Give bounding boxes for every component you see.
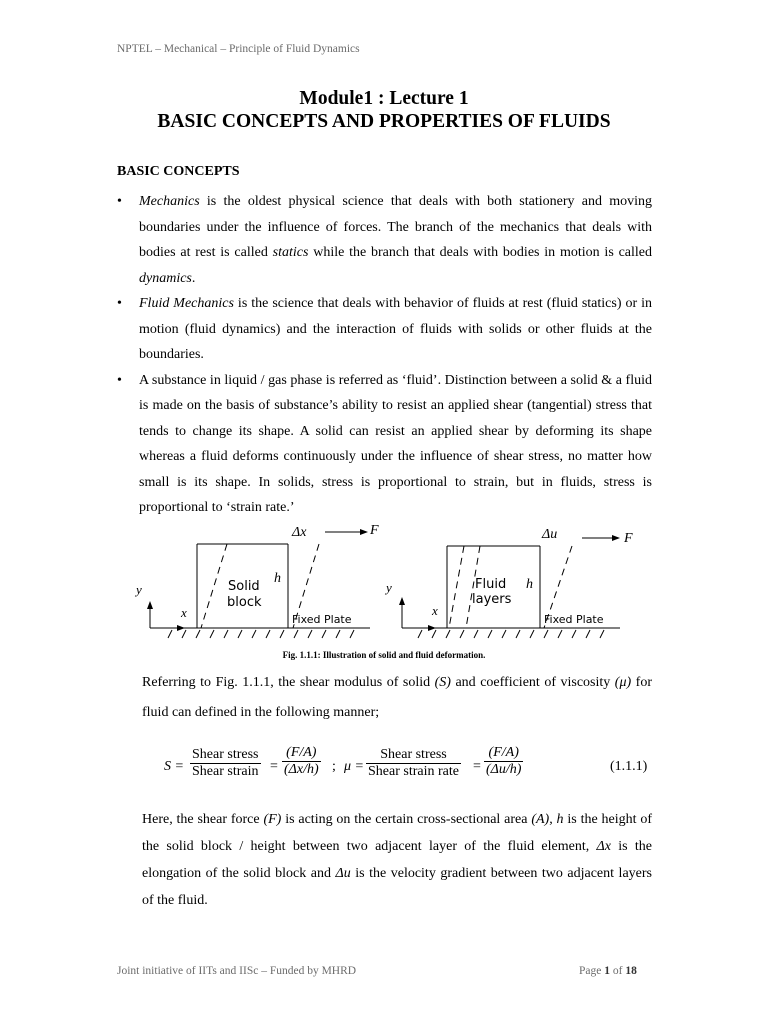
fixed-plate-label: Fixed Plate bbox=[544, 613, 604, 626]
paragraph: Referring to Fig. 1.1.1, the shear modulus of solid (S) and coefficient of viscosity (μ) for fluid can defined in the following manner; bbox=[142, 675, 652, 720]
term-mechanics: Mechanics bbox=[139, 194, 200, 209]
paragraph: Here, the shear force (F) is acting on the certain cross-sectional area (A), h is the height of the solid block / height between two adjacent layer of the fluid element, Δx is the elongation of the solid block and Δu is the velocity gradient between two adjacent layers of the fluid. bbox=[142, 812, 653, 908]
arrow-right-icon bbox=[428, 625, 436, 631]
deformation-figure bbox=[130, 520, 640, 644]
eq-fraction: Shear stress Shear strain rate bbox=[368, 747, 459, 779]
symbol-mu: (μ) bbox=[614, 675, 632, 690]
fixed-plate-label: Fixed Plate bbox=[292, 613, 352, 626]
page-number: Page 1 of 18 bbox=[579, 965, 637, 977]
y-axis-label: y bbox=[136, 582, 142, 597]
page-header: NPTEL – Mechanical – Principle of Fluid Dynamics bbox=[117, 43, 360, 55]
x-axis-label: x bbox=[181, 605, 187, 620]
force-arrow-icon bbox=[360, 529, 368, 535]
y-axis-label: y bbox=[386, 580, 392, 595]
layers-label-1: Fluid bbox=[475, 577, 507, 592]
force-label: F bbox=[370, 523, 379, 538]
term-dynamics: dynamics bbox=[139, 270, 192, 286]
force-label: F bbox=[624, 531, 633, 546]
x-axis-label: x bbox=[432, 603, 438, 618]
list-item: • Fluid Mechanics is the science that deals with behavior of fluids at rest (fluid statics) or in motion (fluid dynamics) and the interaction of fluids with solids or other fluids at the boundaries. bbox=[117, 291, 652, 368]
block-label-2: block bbox=[227, 595, 262, 610]
term-statics: statics bbox=[272, 245, 309, 260]
arrow-right-icon bbox=[177, 625, 185, 631]
arrow-up-icon bbox=[399, 597, 405, 605]
section-heading: BASIC CONCEPTS bbox=[117, 164, 240, 179]
ground-hatch bbox=[168, 630, 604, 638]
delta-x-label: Δx bbox=[292, 525, 307, 540]
equation-1-1-1: S = Shear stress Shear strain = $\frac{(F/A)}{(\Delta x/h)}$ ; μ = Shear stress Shear strain rate = $\frac{(F/A)}{(\Delta u/h)}$ (1.1.1) bbox=[164, 745, 648, 779]
eq-lhs-mu: μ = bbox=[344, 759, 364, 774]
arrow-up-icon bbox=[147, 601, 153, 609]
bullet-list bbox=[117, 189, 652, 521]
list-item: • Mechanics is the oldest physical science that deals with both stationery and moving boundaries under the influence of forces. The branch of the mechanics that deals with bodies at rest is called statics while the branch that deals with bodies in motion is called dynamics. bbox=[117, 189, 652, 291]
symbol-s: (S) bbox=[434, 675, 451, 690]
force-arrow-icon bbox=[612, 535, 620, 541]
figure-caption: Fig. 1.1.1: Illustration of solid and fluid deformation. bbox=[282, 650, 486, 660]
delta-u-label: Δu bbox=[542, 527, 558, 542]
eq-fraction: $\frac{(F/A)}{(\Delta u/h)}$ bbox=[486, 745, 522, 777]
h-label: h bbox=[526, 577, 533, 592]
equation-number: (1.1.1) bbox=[610, 759, 648, 774]
layers-label-2: layers bbox=[472, 592, 512, 607]
block-label-1: Solid bbox=[228, 579, 260, 594]
lecture-subtitle: BASIC CONCEPTS AND PROPERTIES OF FLUIDS bbox=[157, 111, 611, 132]
eq-fraction: $\frac{(F/A)}{(\Delta x/h)}$ bbox=[284, 745, 319, 777]
lecture-title: Module1 : Lecture 1 bbox=[299, 88, 469, 109]
list-item: • A substance in liquid / gas phase is referred as ‘fluid’. Distinction between a solid & a fluid is made on the basis of substance’s ability to resist an applied shear (tangential) stress that tends to change its shape. A solid can resist an applied shear by deforming its shape whereas a fluid deforms continuously under the influence of shear stress, no matter how small is its shape. In solids, stress is proportional to strain, but in fluids, stress is proportional to ‘strain rate.’ bbox=[117, 368, 652, 521]
eq-lhs-s: S = bbox=[164, 759, 184, 774]
eq-fraction: Shear stress Shear strain bbox=[192, 747, 259, 779]
page-footer: Joint initiative of IITs and IISc – Funded by MHRD bbox=[117, 965, 357, 977]
h-label: h bbox=[274, 571, 281, 586]
term-fluid-mechanics: Fluid Mechanics bbox=[139, 296, 234, 311]
